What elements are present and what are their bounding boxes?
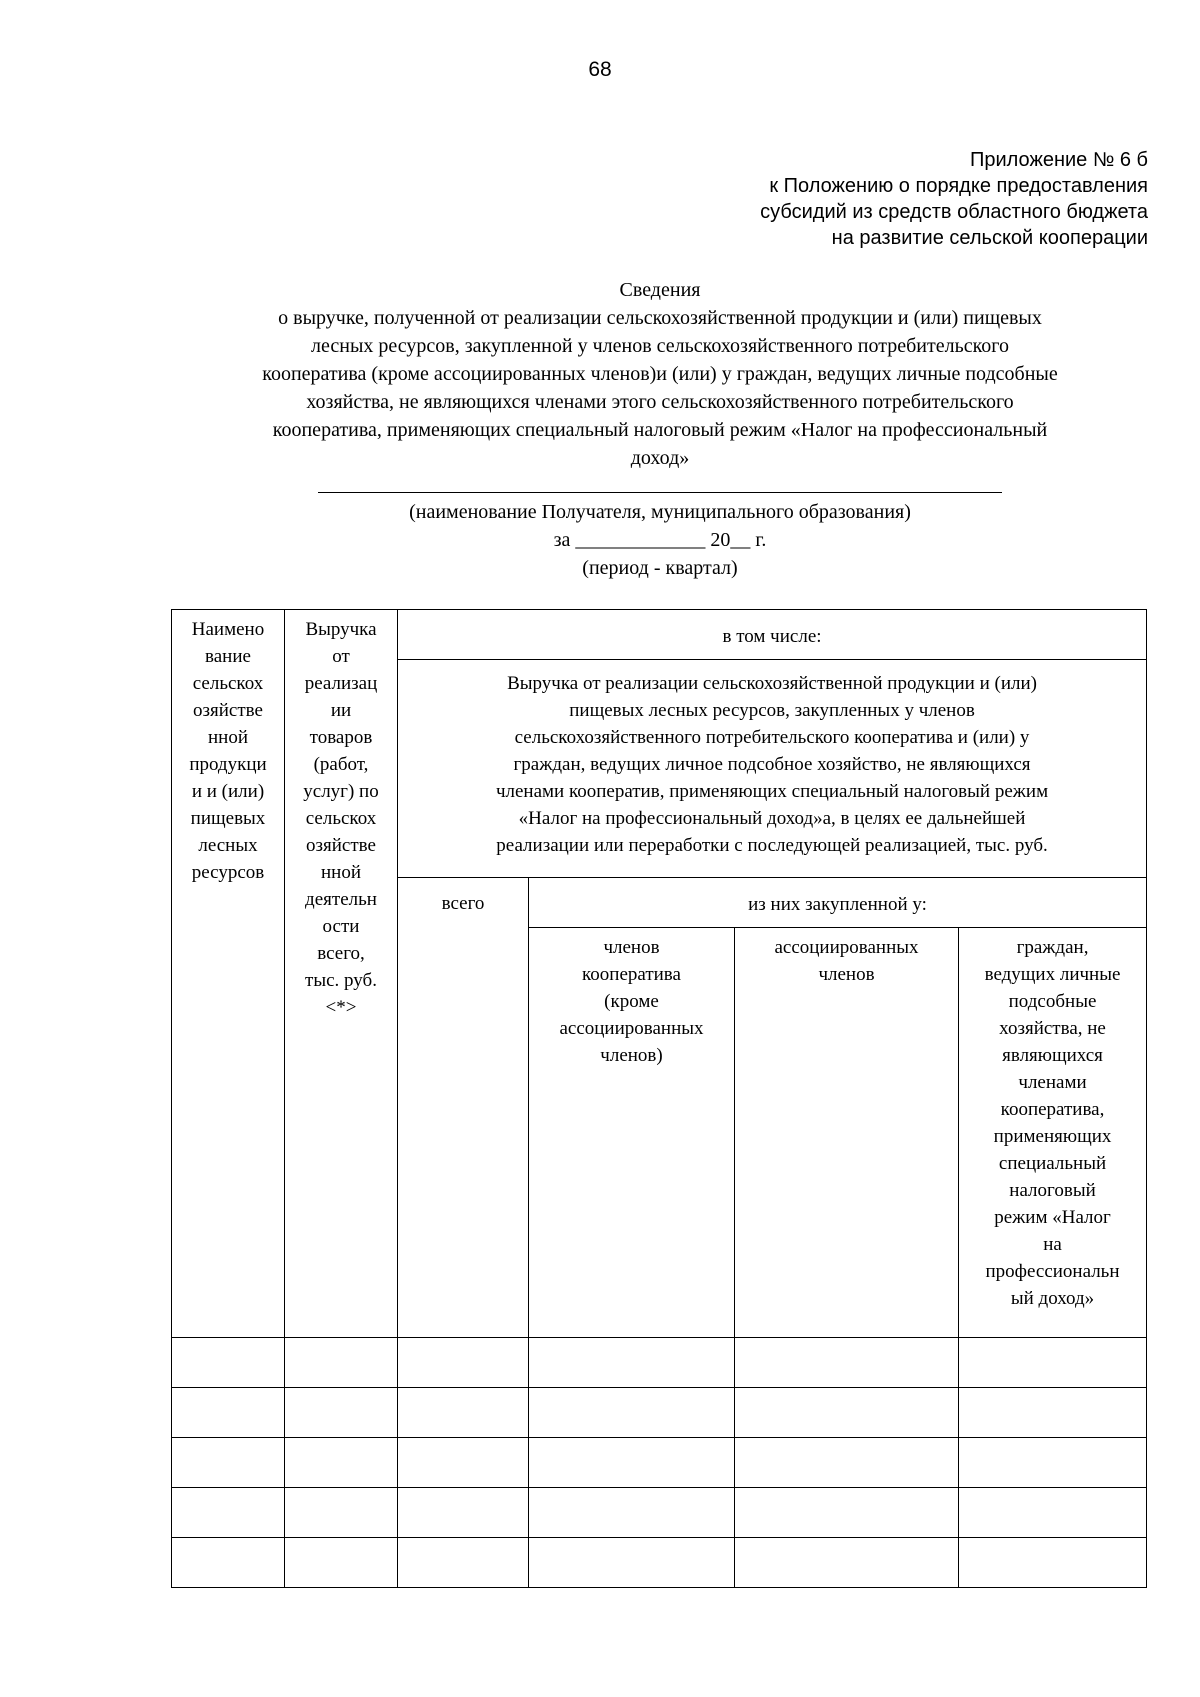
header-line: реализац xyxy=(304,673,378,694)
header-total-revenue xyxy=(285,610,398,1338)
header-purchased-revenue xyxy=(398,660,1147,878)
table-cell[interactable] xyxy=(529,1338,735,1388)
table-cell[interactable] xyxy=(529,1488,735,1538)
header-line: лесных xyxy=(198,835,258,856)
header-line: граждан, ведущих личное подсобное хозяйство, не являющихся xyxy=(513,754,1031,775)
header-line: членов) xyxy=(600,1045,663,1066)
period-caption: (период - квартал) xyxy=(582,557,738,579)
header-line: (кроме xyxy=(604,991,659,1012)
header-of-which: из них закупленной у: xyxy=(529,878,1147,928)
header-line: членами xyxy=(1018,1072,1087,1093)
table-cell[interactable] xyxy=(172,1488,285,1538)
header-line: продукци xyxy=(189,754,267,775)
header-line: на xyxy=(1043,1234,1062,1255)
table-row xyxy=(172,1338,1147,1388)
header-line: озяйстве xyxy=(193,700,263,721)
header-line: кооператива xyxy=(582,964,681,985)
header-line: вание xyxy=(205,646,251,667)
table-cell[interactable] xyxy=(398,1538,529,1588)
table-cell[interactable] xyxy=(529,1388,735,1438)
header-members xyxy=(529,928,735,1338)
header-line: услуг) по xyxy=(303,781,379,802)
header-line: сельскох xyxy=(305,808,377,829)
header-product-name xyxy=(172,610,285,1338)
table-cell[interactable] xyxy=(398,1338,529,1388)
page-number: 68 xyxy=(588,58,612,81)
table-cell[interactable] xyxy=(172,1538,285,1588)
appendix-reference xyxy=(760,147,1148,251)
table-cell[interactable] xyxy=(959,1438,1147,1488)
title-line: кооператива, применяющих специальный налоговый режим «Налог на профессиональный xyxy=(272,419,1048,441)
header-line: сельскох xyxy=(192,673,264,694)
header-line: пищевых лесных ресурсов, закупленных у членов xyxy=(569,700,975,721)
header-line: членов xyxy=(818,964,875,985)
table-row xyxy=(172,1538,1147,1588)
header-line: и и (или) xyxy=(191,781,265,802)
header-line: пищевых xyxy=(190,808,266,829)
document-title xyxy=(160,276,1160,472)
header-line: нной xyxy=(320,862,361,883)
appendix-line: к Положению о порядке предоставления xyxy=(769,175,1148,197)
header-line: ассоциированных xyxy=(559,1018,704,1039)
table-cell[interactable] xyxy=(398,1488,529,1538)
header-line: от xyxy=(332,646,350,667)
header-line: специальный xyxy=(998,1153,1107,1174)
header-line: подсобные xyxy=(1008,991,1097,1012)
table-row xyxy=(172,1438,1147,1488)
table-row xyxy=(172,1388,1147,1438)
header-line: реализации или переработки с последующей реализацией, тыс. руб. xyxy=(496,835,1048,856)
header-line: профессиональн xyxy=(985,1261,1120,1282)
header-line: всего, xyxy=(317,943,365,964)
header-line: нной xyxy=(207,727,248,748)
title-line: хозяйства, не являющихся членами этого сельскохозяйственного потребительского xyxy=(306,391,1014,413)
table-cell[interactable] xyxy=(529,1438,735,1488)
header-line: <*> xyxy=(325,997,357,1018)
table-cell[interactable] xyxy=(285,1538,398,1588)
table-row xyxy=(172,1488,1147,1538)
header-line: ии xyxy=(330,700,352,721)
table-cell[interactable] xyxy=(735,1338,959,1388)
header-line: ведущих личные xyxy=(984,964,1121,985)
table-cell[interactable] xyxy=(735,1538,959,1588)
header-line: применяющих xyxy=(993,1126,1112,1147)
table-cell[interactable] xyxy=(735,1388,959,1438)
header-including: в том числе: xyxy=(398,610,1147,660)
header-line: Наимено xyxy=(191,619,265,640)
header-total: всего xyxy=(398,878,529,1338)
table-cell[interactable] xyxy=(172,1438,285,1488)
header-line: товаров xyxy=(309,727,373,748)
header-line: ый доход» xyxy=(1010,1288,1095,1309)
header-line: являющихся xyxy=(1002,1045,1103,1066)
table-cell[interactable] xyxy=(529,1538,735,1588)
header-line: членов xyxy=(603,937,660,958)
header-line: ассоциированных xyxy=(774,937,919,958)
table-cell[interactable] xyxy=(285,1338,398,1388)
title-line: кооператива (кроме ассоциированных членов)и (или) у граждан, ведущих личные подсобные xyxy=(262,363,1058,385)
period-line: за _____________ 20__ г. xyxy=(553,529,767,551)
table-cell[interactable] xyxy=(285,1488,398,1538)
header-line: сельскохозяйственного потребительского кооператива и (или) у xyxy=(514,727,1030,748)
appendix-line: на развитие сельской кооперации xyxy=(831,227,1148,249)
header-line: тыс. руб. xyxy=(305,970,377,991)
title-line: доход» xyxy=(630,447,690,469)
header-line: «Налог на профессиональный доход»а, в целях ее дальнейшей xyxy=(518,808,1026,829)
table-cell[interactable] xyxy=(735,1488,959,1538)
header-line: граждан, xyxy=(1016,937,1089,958)
title-heading: Сведения xyxy=(619,279,701,301)
table-cell[interactable] xyxy=(285,1438,398,1488)
appendix-line: Приложение № 6 б xyxy=(969,149,1148,171)
header-citizens xyxy=(959,928,1147,1338)
table-cell[interactable] xyxy=(285,1388,398,1438)
table-cell[interactable] xyxy=(959,1538,1147,1588)
header-line: озяйстве xyxy=(306,835,376,856)
title-line: лесных ресурсов, закупленной у членов сельскохозяйственного потребительского xyxy=(311,335,1009,357)
recipient-caption: (наименование Получателя, муниципального образования) xyxy=(409,501,911,523)
table-cell[interactable] xyxy=(398,1438,529,1488)
revenue-table xyxy=(171,609,1147,1588)
header-line: хозяйства, не xyxy=(999,1018,1106,1039)
table-cell[interactable] xyxy=(959,1338,1147,1388)
header-line: (работ, xyxy=(313,754,369,775)
header-associated xyxy=(735,928,959,1338)
table-cell[interactable] xyxy=(172,1338,285,1388)
appendix-line: субсидий из средств областного бюджета xyxy=(760,201,1148,223)
header-line: членами кооператив, применяющих специальный налоговый режим xyxy=(495,781,1049,802)
title-line: о выручке, полученной от реализации сельскохозяйственной продукции и (или) пищевых xyxy=(278,307,1042,329)
header-line: Выручка xyxy=(305,619,377,640)
header-line: ости xyxy=(322,916,360,937)
table-cell[interactable] xyxy=(398,1388,529,1438)
header-line: ресурсов xyxy=(191,862,265,883)
header-line: налоговый xyxy=(1009,1180,1096,1201)
table-cell[interactable] xyxy=(172,1388,285,1438)
table-cell[interactable] xyxy=(735,1438,959,1488)
header-line: режим «Налог xyxy=(994,1207,1111,1228)
table-cell[interactable] xyxy=(959,1488,1147,1538)
table-cell[interactable] xyxy=(959,1388,1147,1438)
header-line: деятельн xyxy=(305,889,377,910)
recipient-blank-line xyxy=(318,492,1002,493)
header-line: кооператива, xyxy=(1000,1099,1105,1120)
header-line: Выручка от реализации сельскохозяйственной продукции и (или) xyxy=(507,673,1037,694)
